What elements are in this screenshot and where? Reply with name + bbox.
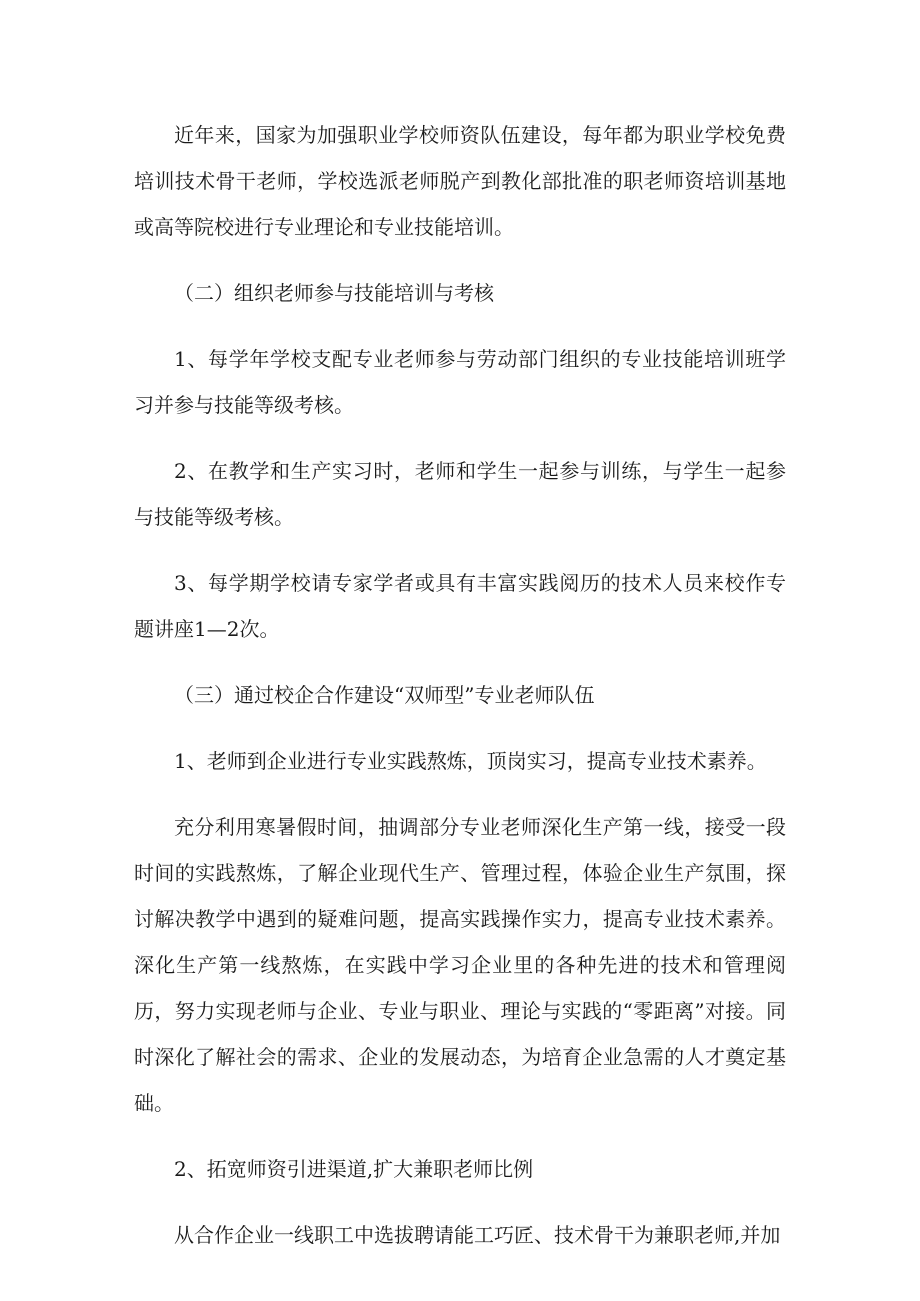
- document-body: [134, 112, 786, 1258]
- list-item-3: 3、每学期学校请专家学者或具有丰富实践阅历的技术人员来校作专题讲座1—2次。: [134, 571, 786, 641]
- paragraph-recruit-detail: 从合作企业一线职工中选拔聘请能工巧匠、技术骨干为兼职老师,并加: [174, 1223, 781, 1247]
- paragraph-practice-detail: 充分利用寒暑假时间，抽调部分专业老师深化生产第一线，接受一段时间的实践熬炼，了解企业现代生产、管理过程，体验企业生产氛围，探讨解决教学中遇到的疑难问题，提高实践操作实力，提高专业技术素养。深化生产第一线熬炼，在实践中学习企业里的各种先进的技术和管理阅历，努力实现老师与企业、专业与职业、理论与实践的“零距离”对接。同时深化了解社会的需求、企业的发展动态，为培育企业急需的人才奠定基础。: [134, 815, 786, 1115]
- section-heading-3: （三）通过校企合作建设“双师型”专业老师队伍: [174, 683, 595, 707]
- section-heading-2: （二）组织老师参与技能培训与考核: [174, 281, 494, 305]
- paragraph-intro: 近年来，国家为加强职业学校师资队伍建设，每年都为职业学校免费培训技术骨干老师，学校选派老师脱产到教化部批准的职老师资培训基地或高等院校进行专业理论和专业技能培训。: [134, 123, 786, 239]
- list-item-practice: 1、老师到企业进行专业实践熬炼，顶岗实习，提高专业技术素养。: [174, 749, 767, 773]
- list-item-recruit: 2、拓宽师资引进渠道,扩大兼职老师比例: [174, 1157, 534, 1181]
- list-item-2: 2、在教学和生产实习时，老师和学生一起参与训练，与学生一起参与技能等级考核。: [134, 459, 786, 529]
- list-item-1: 1、每学年学校支配专业老师参与劳动部门组织的专业技能培训班学习并参与技能等级考核。: [134, 347, 786, 417]
